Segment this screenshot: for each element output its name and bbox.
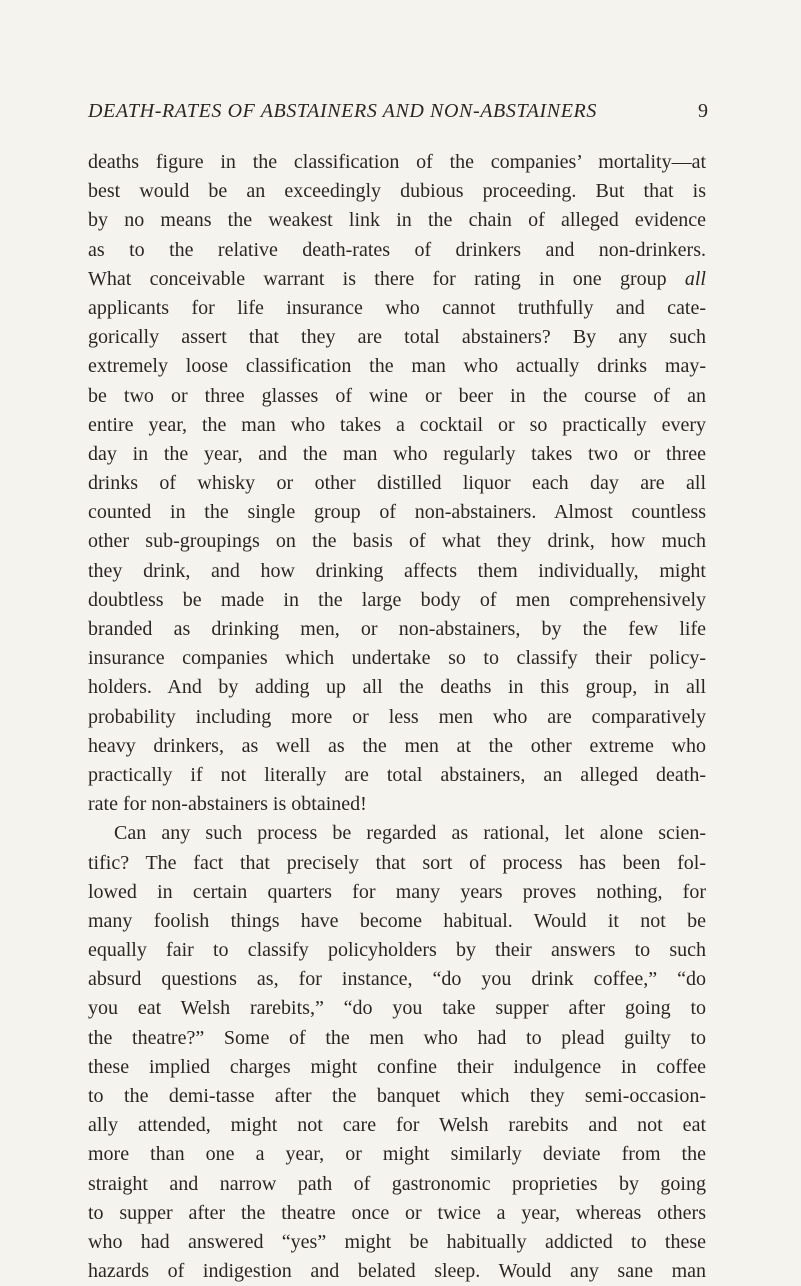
text-line: these implied charges might confine their indulgence in coffee	[88, 1055, 706, 1078]
text-line: counted in the single group of non-abstainers. Almost countless	[88, 501, 706, 524]
paragraph-1	[88, 148, 706, 819]
text-line: as to the relative death-rates of drinkers and non-drinkers.	[88, 238, 706, 261]
text-line: to the demi-tasse after the banquet which they semi-occasion-	[88, 1085, 706, 1107]
text-line: extremely loose classification the man who actually drinks may-	[88, 355, 706, 378]
text-line: heavy drinkers, as well as the men at the other extreme who	[88, 734, 706, 757]
text-line: doubtless be made in the large body of men comprehensively	[88, 588, 706, 611]
text-line: to supper after the theatre once or twice a year, whereas others	[88, 1201, 706, 1224]
text-line: ally attended, might not care for Welsh rarebits and not eat	[88, 1114, 706, 1137]
text-line: the theatre?” Some of the men who had to plead guilty to	[88, 1026, 706, 1049]
text-line: equally fair to classify policyholders by their answers to such	[88, 939, 706, 962]
running-head	[88, 100, 708, 130]
text-line: they drink, and how drinking affects them individually, might	[88, 559, 706, 582]
body-text	[88, 148, 706, 1286]
text-line: branded as drinking men, or non-abstainers, by the few life	[88, 618, 706, 640]
text-line: probability including more or less men who are comparatively	[88, 705, 706, 728]
page-number: 9	[698, 100, 708, 122]
text-line: day in the year, and the man who regularly takes two or three	[88, 442, 706, 465]
text-segment: What conceivable warrant is there for rating in one group	[88, 267, 685, 290]
text-line: many foolish things have become habitual. Would it not be	[88, 909, 706, 932]
text-line: holders. And by adding up all the deaths in this group, in all	[88, 676, 706, 699]
text-line: be two or three glasses of wine or beer in the course of an	[88, 384, 706, 407]
text-line: deaths figure in the classification of the companies’ mortality—at	[88, 151, 706, 173]
text-line: gorically assert that they are total abstainers? By any such	[88, 326, 706, 349]
text-line: lowed in certain quarters for many years proves nothing, for	[88, 880, 706, 903]
text-line: you eat Welsh rarebits,” “do you take supper after going to	[88, 997, 706, 1020]
text-line: straight and narrow path of gastronomic proprieties by going	[88, 1172, 706, 1195]
text-line: hazards of indigestion and belated sleep. Would any sane man	[88, 1260, 706, 1283]
text-line: absurd questions as, for instance, “do you drink coffee,” “do	[88, 968, 706, 991]
text-line: other sub-groupings on the basis of what they drink, how much	[88, 530, 706, 553]
text-line: by no means the weakest link in the chain of alleged evidence	[88, 209, 706, 232]
text-line-with-emphasis	[88, 265, 706, 294]
text-line: drinks of whisky or other distilled liquor each day are all	[88, 472, 706, 495]
emphasis-word: all	[684, 267, 706, 290]
text-line: best would be an exceedingly dubious proceeding. But that is	[88, 180, 706, 203]
text-line: applicants for life insurance who cannot truthfully and cate-	[88, 296, 706, 319]
running-title: DEATH-RATES OF ABSTAINERS AND NON-ABSTAINERS	[88, 100, 597, 122]
text-line: practically if not literally are total abstainers, an alleged death-	[88, 763, 706, 786]
text-line: rate for non-abstainers is obtained!	[88, 793, 367, 816]
text-line: Can any such process be regarded as rational, let alone scien-	[114, 822, 706, 845]
text-line: tific? The fact that precisely that sort of process has been fol-	[88, 851, 706, 874]
text-line: insurance companies which undertake so to classify their policy-	[88, 647, 706, 670]
text-line: who had answered “yes” might be habitually addicted to these	[88, 1230, 706, 1253]
text-line: more than one a year, or might similarly deviate from the	[88, 1143, 706, 1166]
text-line: entire year, the man who takes a cocktail or so practically every	[88, 413, 706, 436]
paragraph-2	[88, 819, 706, 1286]
